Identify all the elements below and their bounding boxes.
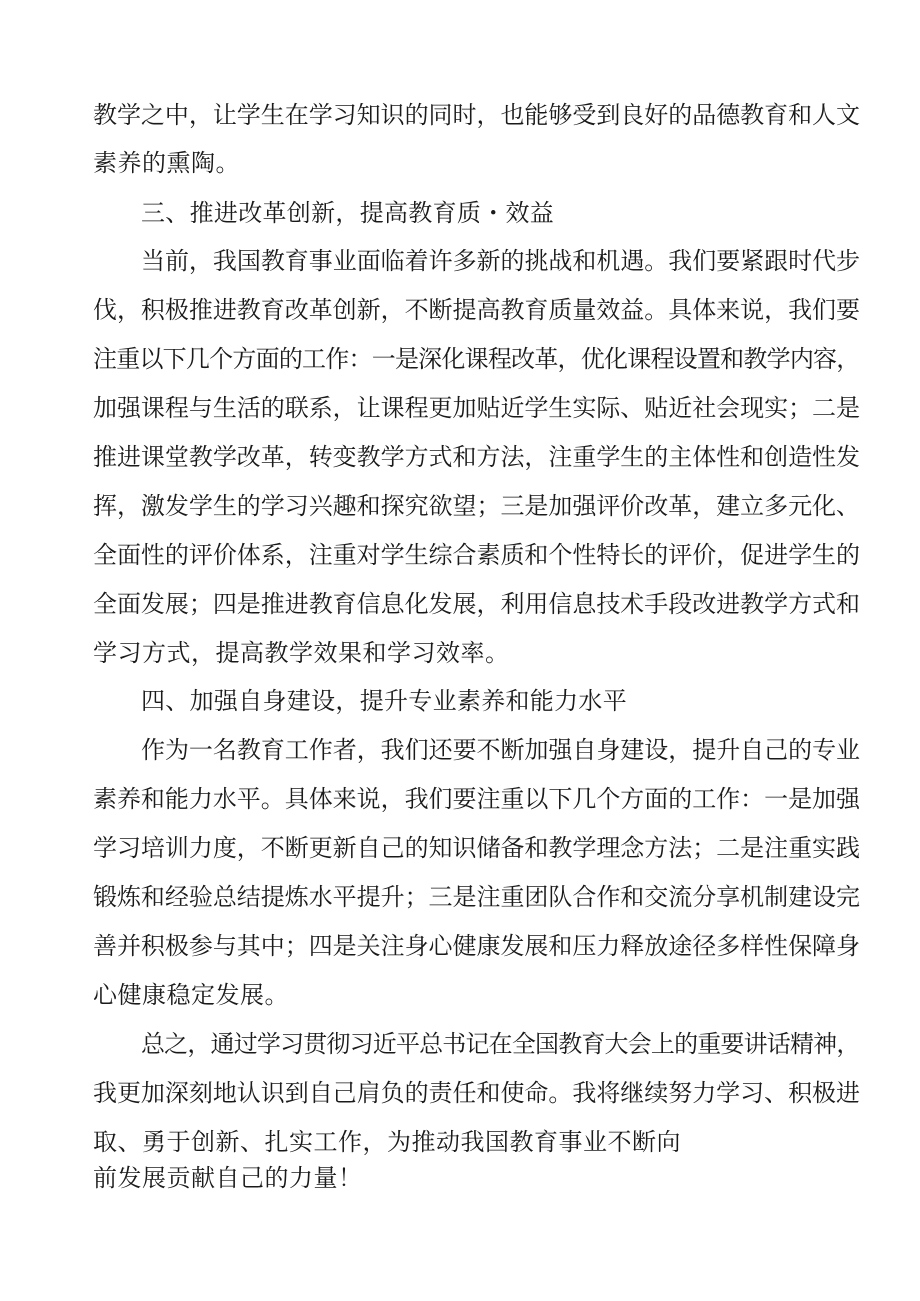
paragraph-line: 挥，激发学生的学习兴趣和探究欲望；三是加强评价改革，建立多元化、 <box>93 492 860 520</box>
paragraph-line: 教学之中，让学生在学习知识的同时，也能够受到良好的品德教育和人文 <box>93 101 860 129</box>
paragraph-line: 素养的熏陶。 <box>93 149 240 177</box>
paragraph-line: 全面性的评价体系，注重对学生综合素质和个性特长的评价，促进学生的 <box>93 541 860 569</box>
paragraph-line: 善并积极参与其中；四是关注身心健康发展和压力释放途径多样性保障身 <box>93 932 860 960</box>
paragraph-line: 当前，我国教育事业面临着许多新的挑战和机遇。我们要紧跟时代步 <box>141 247 860 275</box>
paragraph-line: 伐，积极推进教育改革创新，不断提高教育质量效益。具体来说，我们要 <box>93 296 860 324</box>
paragraph-line: 作为一名教育工作者，我们还要不断加强自身建设，提升自己的专业 <box>141 736 860 764</box>
paragraph-line: 心健康稳定发展。 <box>93 981 289 1009</box>
section-heading-4: 四、加强自身建设，提升专业素养和能力水平 <box>141 687 627 715</box>
paragraph-line: 加强课程与生活的联系，让课程更加贴近学生实际、贴近社会现实；二是 <box>93 394 860 422</box>
paragraph-line: 锻炼和经验总结提炼水平提升；三是注重团队合作和交流分享机制建设完 <box>93 883 860 911</box>
paragraph-line: 总之，通过学习贯彻习近平总书记在全国教育大会上的重要讲话精神， <box>141 1030 860 1058</box>
paragraph-line: 推进课堂教学改革，转变教学方式和方法，注重学生的主体性和创造性发 <box>93 443 860 471</box>
paragraph-line: 前发展贡献自己的力量！ <box>93 1164 363 1192</box>
paragraph-line: 学习方式，提高教学效果和学习效率。 <box>93 639 510 667</box>
paragraph-line: 素养和能力水平。具体来说，我们要注重以下几个方面的工作：一是加强 <box>93 785 860 813</box>
paragraph-line: 学习培训力度，不断更新自己的知识储备和教学理念方法；二是注重实践 <box>93 834 860 862</box>
paragraph-line: 取、勇于创新、扎实工作，为推动我国教育事业不断向 <box>93 1128 681 1156</box>
section-heading-3: 三、推进改革创新，提高教育质・效益 <box>141 199 555 227</box>
paragraph-line: 注重以下几个方面的工作：一是深化课程改革，优化课程设置和教学内容， <box>93 345 860 373</box>
paragraph-line: 我更加深刻地认识到自己肩负的责任和使命。我将继续努力学习、积极进 <box>93 1079 860 1107</box>
paragraph-line: 全面发展；四是推进教育信息化发展，利用信息技术手段改进教学方式和 <box>93 590 860 618</box>
